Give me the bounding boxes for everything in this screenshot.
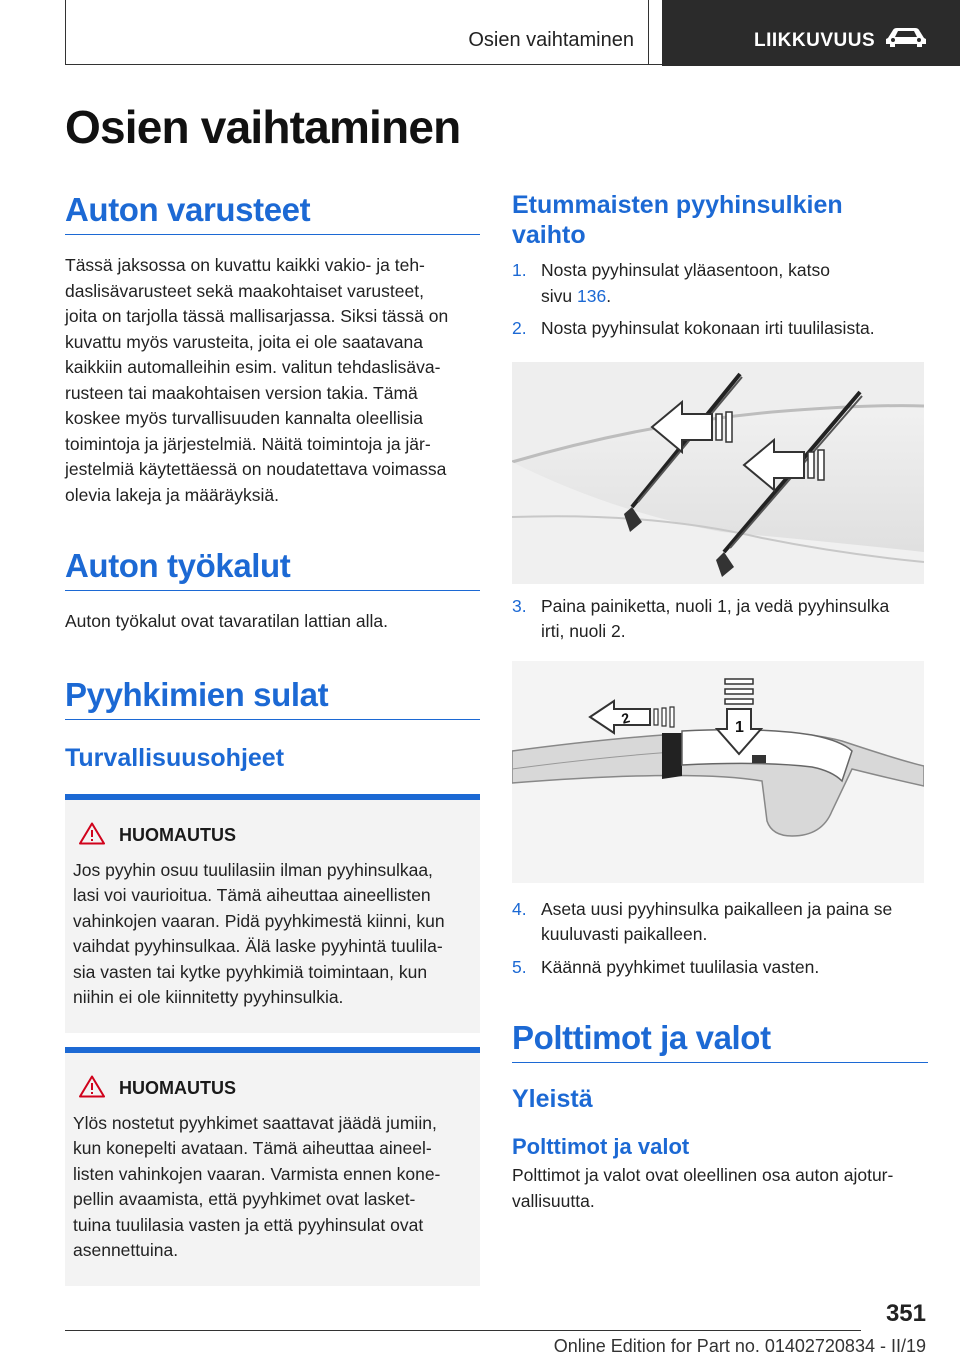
step-item bbox=[512, 316, 928, 342]
header-rule-middle bbox=[648, 0, 649, 64]
heading-polttimot-ja-valot: Polttimot ja valot bbox=[512, 1019, 771, 1056]
notice-text bbox=[73, 858, 472, 1011]
notice-title: HUOMAUTUS bbox=[119, 825, 236, 845]
page-title: Osien vaihtaminen bbox=[65, 101, 461, 153]
right-column bbox=[512, 190, 928, 1214]
heading-rule bbox=[65, 719, 480, 720]
notice-header bbox=[79, 1075, 472, 1103]
text-line: jestelmiä käytettäessä on noudatettava voimassa bbox=[65, 459, 447, 479]
step-text: Käännä pyyhkimet tuulilasia vasten. bbox=[541, 956, 820, 977]
header-rule-left bbox=[65, 0, 66, 64]
text-line: Nosta pyyhinsulat yläasentoon, katso bbox=[541, 260, 830, 280]
text-line: irti, nuoli 2. bbox=[541, 621, 626, 641]
heading-auton-tyokalut: Auton työkalut bbox=[65, 547, 291, 584]
text-line: Jos pyyhin osuu tuulilasiin ilman pyyhinsulkaa, bbox=[73, 859, 433, 880]
steps-list-2 bbox=[512, 594, 928, 645]
warning-triangle-icon bbox=[79, 1075, 105, 1103]
step-number: 5. bbox=[512, 956, 527, 977]
step-text bbox=[541, 897, 892, 948]
warning-triangle-icon bbox=[79, 822, 105, 850]
text-line: rusteen tai maakohtaisen version takia. Tämä bbox=[65, 382, 418, 403]
windscreen-wiper-illustration bbox=[512, 362, 924, 584]
heading-auton-varusteet: Auton varusteet bbox=[65, 191, 311, 228]
step-number: 2. bbox=[512, 318, 527, 338]
step-text bbox=[541, 594, 889, 645]
step-number: 4. bbox=[512, 898, 527, 919]
text-line: joita on tarjolla tässä mallisarjassa. Siksi tässä on bbox=[65, 306, 449, 326]
text-line: lasi voi vaurioitua. Tämä aiheuttaa aineellisten bbox=[73, 885, 431, 905]
notice-box-1 bbox=[65, 794, 480, 1033]
page-reference-link[interactable]: 136 bbox=[576, 285, 607, 306]
text-line: sia vasten tai kytke pyyhkimiä toimintaan, kun bbox=[73, 961, 428, 982]
step-item bbox=[512, 258, 928, 309]
text-line: kuuluvasti paikalleen. bbox=[541, 924, 708, 944]
footer-rule bbox=[65, 1330, 861, 1331]
step-number: 3. bbox=[512, 595, 527, 616]
heading-turvallisuusohjeet: Turvallisuusohjeet bbox=[65, 743, 285, 772]
car-icon bbox=[884, 26, 928, 53]
header-section-title: Osien vaihtaminen bbox=[468, 29, 634, 51]
heading-line: vaihto bbox=[512, 221, 586, 249]
footer-edition: Online Edition for Part no. 01402720834 - II/19 bbox=[553, 1336, 926, 1356]
equipment-paragraph bbox=[65, 253, 480, 508]
step-text bbox=[541, 258, 830, 309]
text-line: vaihdat pyyhinsulkaa. Älä laske pyyhintä tuulila- bbox=[73, 936, 443, 956]
text-line: pellin avaamista, että pyyhkimet ovat lasket- bbox=[73, 1189, 416, 1209]
text-line: kun konepelti avataan. Tämä aiheuttaa aineel- bbox=[73, 1138, 432, 1158]
notice-box-2 bbox=[65, 1047, 480, 1286]
notice-header bbox=[79, 822, 472, 850]
heading-rule bbox=[512, 1062, 928, 1063]
heading-yleista: Yleistä bbox=[512, 1085, 593, 1113]
left-column bbox=[65, 190, 480, 1286]
text-line: Ylös nostetut pyyhkimet saattavat jäädä jumiin, bbox=[73, 1112, 437, 1133]
header-rule-bottom bbox=[65, 64, 662, 65]
step-item bbox=[512, 955, 928, 981]
text-span: sivu bbox=[541, 285, 577, 306]
header-chapter-tab[interactable] bbox=[662, 0, 960, 66]
heading-etummaisten-pyyhinsulkien-vaihto bbox=[512, 190, 928, 250]
text-line: listen vahinkojen vaaran. Varmista ennen kone- bbox=[73, 1163, 441, 1184]
text-line: asennettuina. bbox=[73, 1240, 179, 1260]
arrow-2-label: 2 bbox=[619, 708, 632, 727]
text-line: toimintoja ja järjestelmiä. Näitä toimintoja ja jär- bbox=[65, 433, 431, 454]
header-chapter-label: LIIKKUVUUS bbox=[754, 30, 876, 51]
text-span: . bbox=[606, 285, 612, 306]
text-line: vahinkojen vaaran. Pidä pyyhkimestä kiinni, kun bbox=[73, 910, 445, 931]
bulbs-paragraph bbox=[512, 1163, 928, 1214]
text-line: daslisävarusteet sekä maakohtaiset varusteet, bbox=[65, 280, 424, 301]
text-line: Polttimot ja valot ovat oleellinen osa auton ajotur- bbox=[512, 1165, 894, 1185]
step-item bbox=[512, 897, 928, 948]
steps-list-3 bbox=[512, 897, 928, 981]
text-line: tuina tuulilasia vasten ja että pyyhinsulat ovat bbox=[73, 1214, 424, 1235]
text-line: Tässä jaksossa on kuvattu kaikki vakio- ja teh- bbox=[65, 255, 425, 275]
text-line: kaikkiin automalleihin esim. valitun tehdaslisäva- bbox=[65, 357, 441, 377]
text-line: niihin ei ole kiinnitetty pyyhinsulkia. bbox=[73, 987, 344, 1007]
text-line: Paina painiketta, nuoli 1, ja vedä pyyhinsulka bbox=[541, 595, 890, 616]
heading-pyyhkimien-sulat: Pyyhkimien sulat bbox=[65, 675, 329, 713]
step-item bbox=[512, 594, 928, 645]
text-line: koskee myös turvallisuuden kannalta oleellisia bbox=[65, 408, 423, 428]
steps-list-1 bbox=[512, 258, 928, 342]
step-number: 1. bbox=[512, 260, 527, 280]
arrow-1-label: 1 bbox=[735, 718, 744, 736]
heading-rule bbox=[65, 590, 480, 591]
notice-title: HUOMAUTUS bbox=[119, 1078, 236, 1098]
notice-text bbox=[73, 1111, 472, 1264]
page-number: 351 bbox=[885, 1300, 926, 1327]
text-line: kuvattu myös varusteita, joita ei ole saatavana bbox=[65, 331, 423, 352]
step-text: Nosta pyyhinsulat kokonaan irti tuulilasista. bbox=[541, 318, 875, 338]
text-line: olevia lakeja ja määräyksiä. bbox=[65, 484, 279, 505]
heading-rule bbox=[65, 234, 480, 235]
text-line bbox=[541, 284, 830, 310]
wiper-blade-release-illustration bbox=[512, 661, 924, 883]
text-line: vallisuutta. bbox=[512, 1190, 595, 1211]
subheading-polttimot-ja-valot: Polttimot ja valot bbox=[512, 1134, 690, 1159]
tools-paragraph: Auton työkalut ovat tavaratilan lattian alla. bbox=[65, 611, 388, 631]
heading-line: Etummaisten pyyhinsulkien bbox=[512, 191, 843, 219]
text-line: Aseta uusi pyyhinsulka paikalleen ja paina se bbox=[541, 898, 893, 919]
